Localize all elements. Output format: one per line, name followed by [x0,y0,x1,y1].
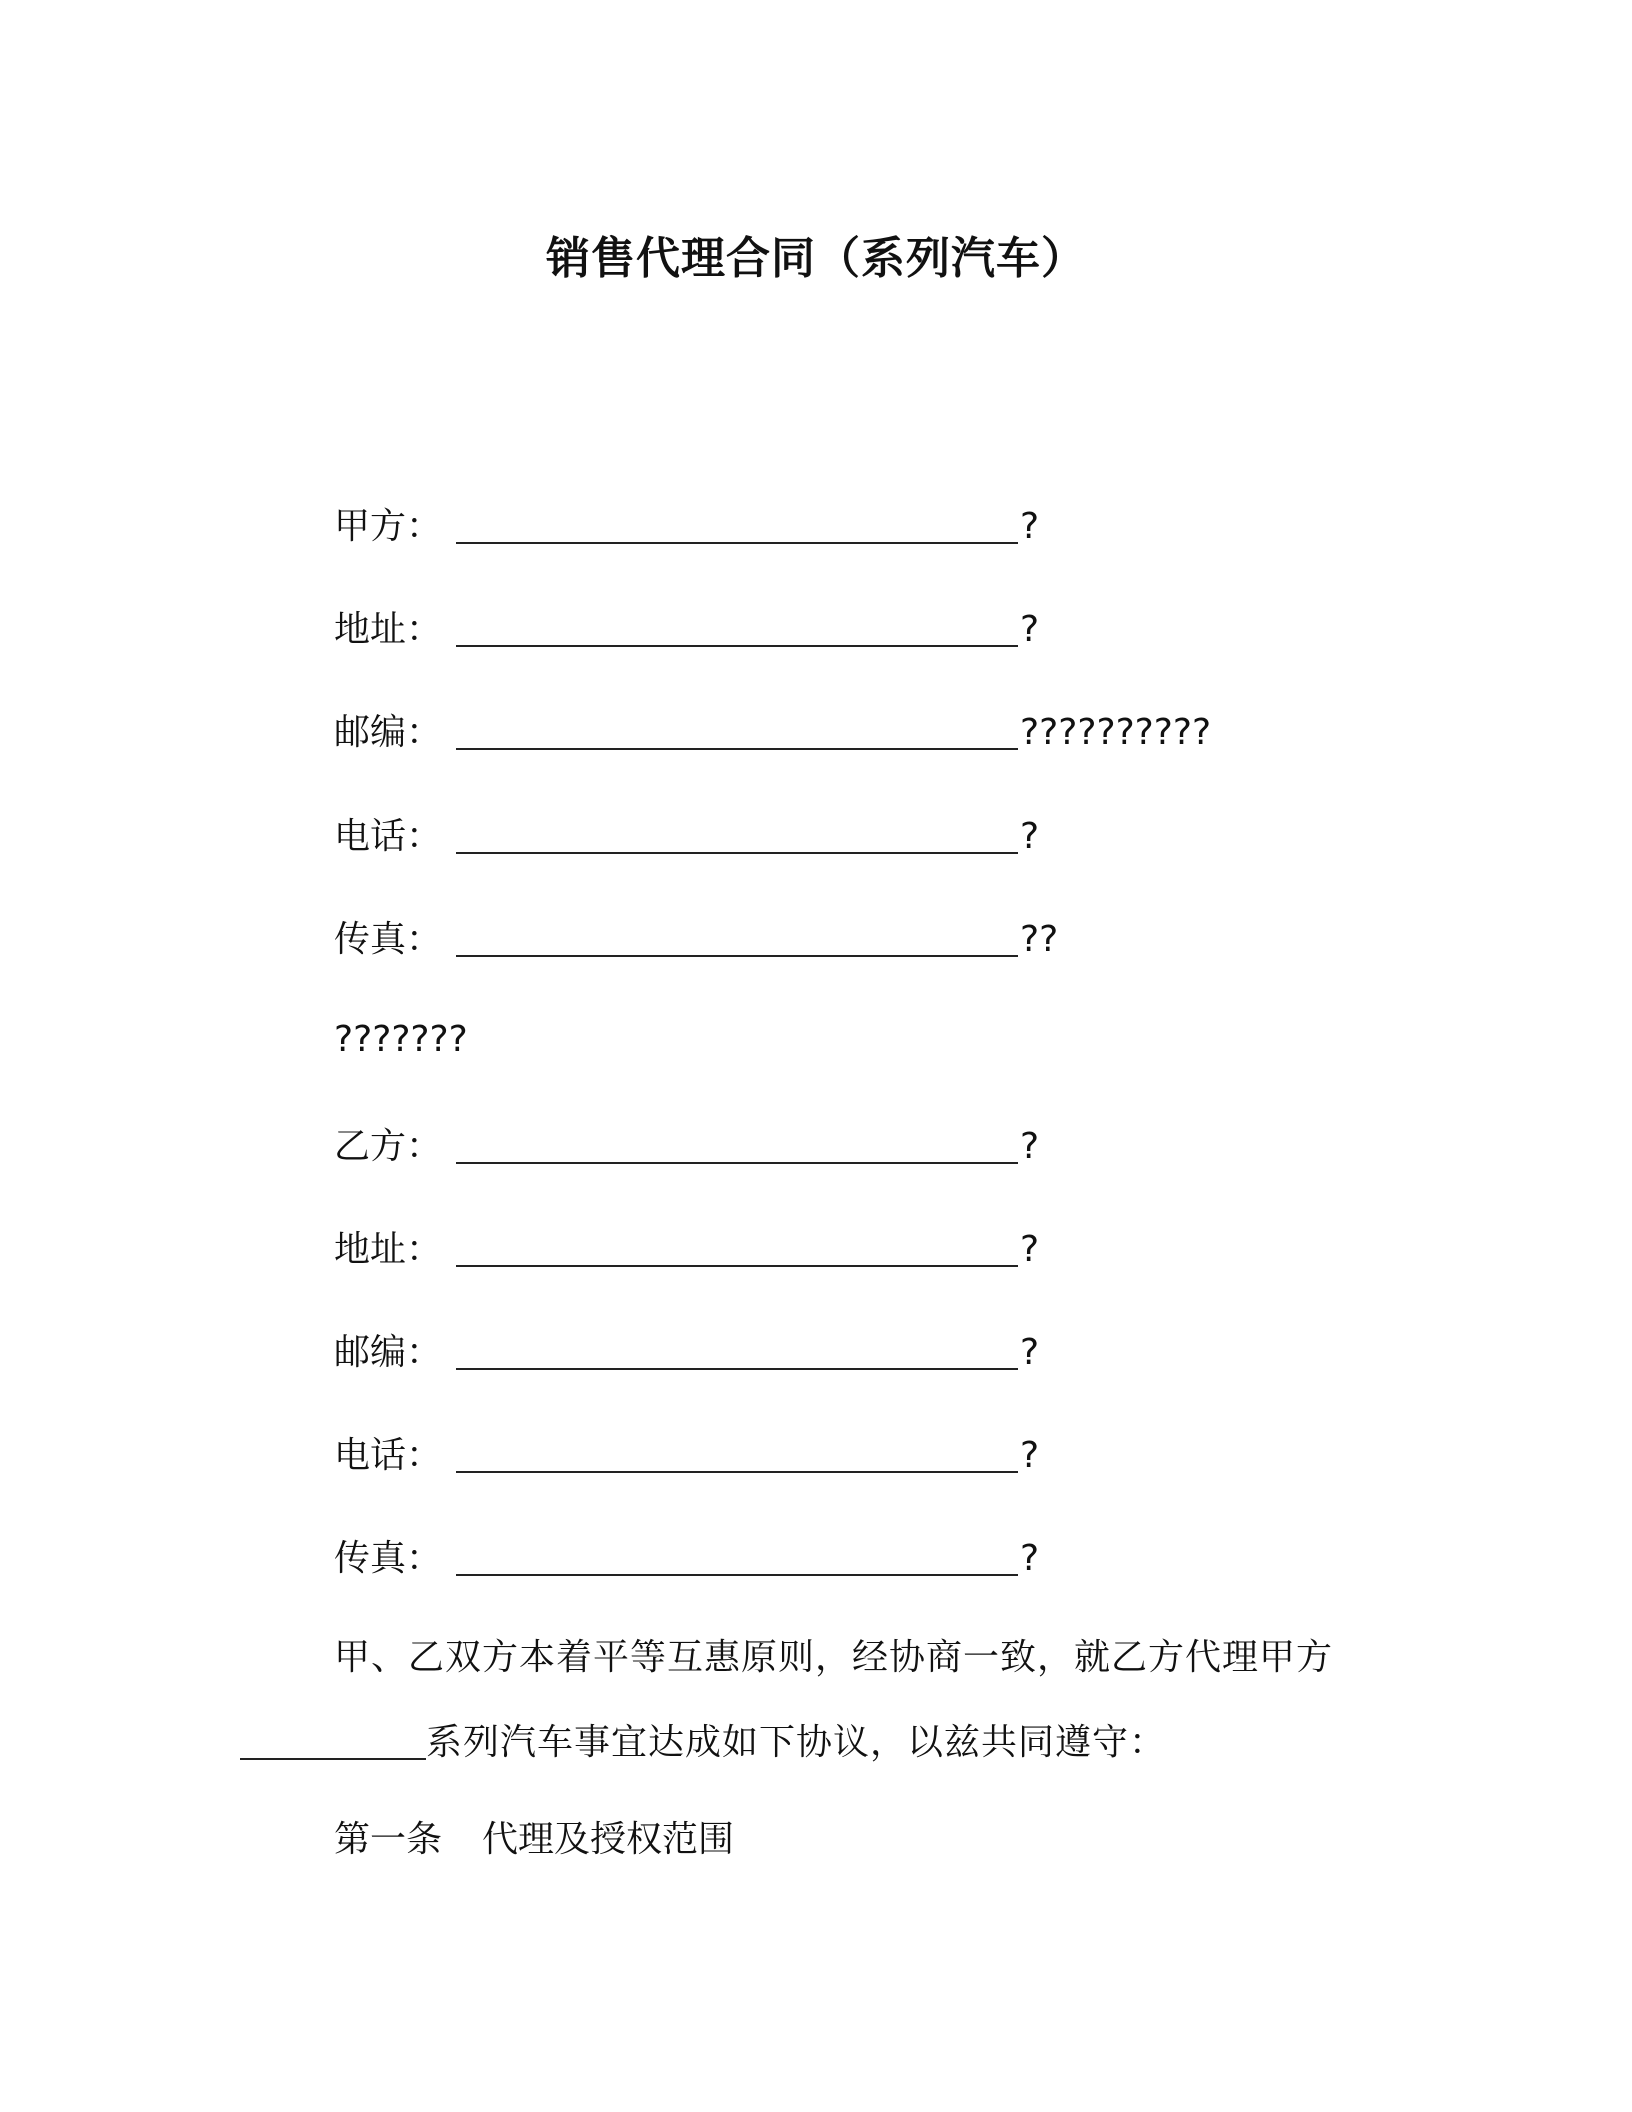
party-a-address-field [334,603,1039,654]
intro-line2-text: 系列汽车事宜达成如下协议，以兹共同遵守： [426,1722,1167,1763]
intro-paragraph-line2 [240,1716,1166,1767]
field-label: 地址 [334,609,407,650]
field-label: 地址 [334,1229,407,1270]
party-b-postcode-field [334,1326,1039,1377]
intro-paragraph-line1: 甲、乙双方本着平等互惠原则，经协商一致，就乙方代理甲方 [334,1637,1334,1678]
field-colon: ： [406,1332,443,1373]
field-label: 甲方 [334,506,407,547]
field-colon: ： [406,1126,443,1167]
blank-line [456,816,1018,854]
party-a-fax-field [334,913,1058,964]
blank-line [456,712,1018,750]
party-a-postcode-field [334,706,1211,757]
blank-line [456,506,1018,544]
field-label: 电话 [334,1435,407,1476]
article-heading [334,1816,734,1864]
field-tail: ? [1020,1229,1040,1270]
blank-line [456,919,1018,957]
field-colon: ： [406,712,443,753]
field-tail: ? [1020,506,1040,547]
party-b-phone-field [334,1429,1039,1480]
field-tail: ? [1020,609,1040,650]
field-label: 邮编 [334,1332,407,1373]
blank-line [456,1126,1018,1164]
field-tail: ? [1020,1332,1040,1373]
article-title: 代理及授权范围 [482,1819,735,1860]
field-tail: ? [1020,1126,1040,1167]
field-colon: ： [406,919,443,960]
field-tail: ?????????? [1020,712,1212,753]
blank-line [456,1538,1018,1576]
field-colon: ： [406,1538,443,1579]
field-label: 乙方 [334,1126,407,1167]
blank-line [240,1722,426,1760]
field-tail: ?? [1020,919,1059,960]
field-colon: ： [406,1435,443,1476]
field-tail: ? [1020,816,1040,857]
article-number: 第一条 [334,1819,443,1860]
party-a-name-field [334,500,1039,551]
field-colon: ： [406,816,443,857]
party-b-fax-field [334,1532,1039,1583]
field-label: 电话 [334,816,407,857]
blank-line [456,609,1018,647]
field-tail: ? [1020,1538,1040,1579]
field-label: 传真 [334,1538,407,1579]
separator-text: ??????? [334,1019,468,1060]
field-colon: ： [406,609,443,650]
document-title: 销售代理合同（系列汽车） [546,233,1086,284]
blank-line [456,1435,1018,1473]
field-tail: ? [1020,1435,1040,1476]
field-label: 传真 [334,919,407,960]
party-a-phone-field [334,810,1039,861]
field-colon: ： [406,506,443,547]
field-colon: ： [406,1229,443,1270]
blank-line [456,1229,1018,1267]
field-label: 邮编 [334,712,407,753]
party-b-address-field [334,1223,1039,1274]
party-b-name-field [334,1120,1039,1171]
blank-line [456,1332,1018,1370]
